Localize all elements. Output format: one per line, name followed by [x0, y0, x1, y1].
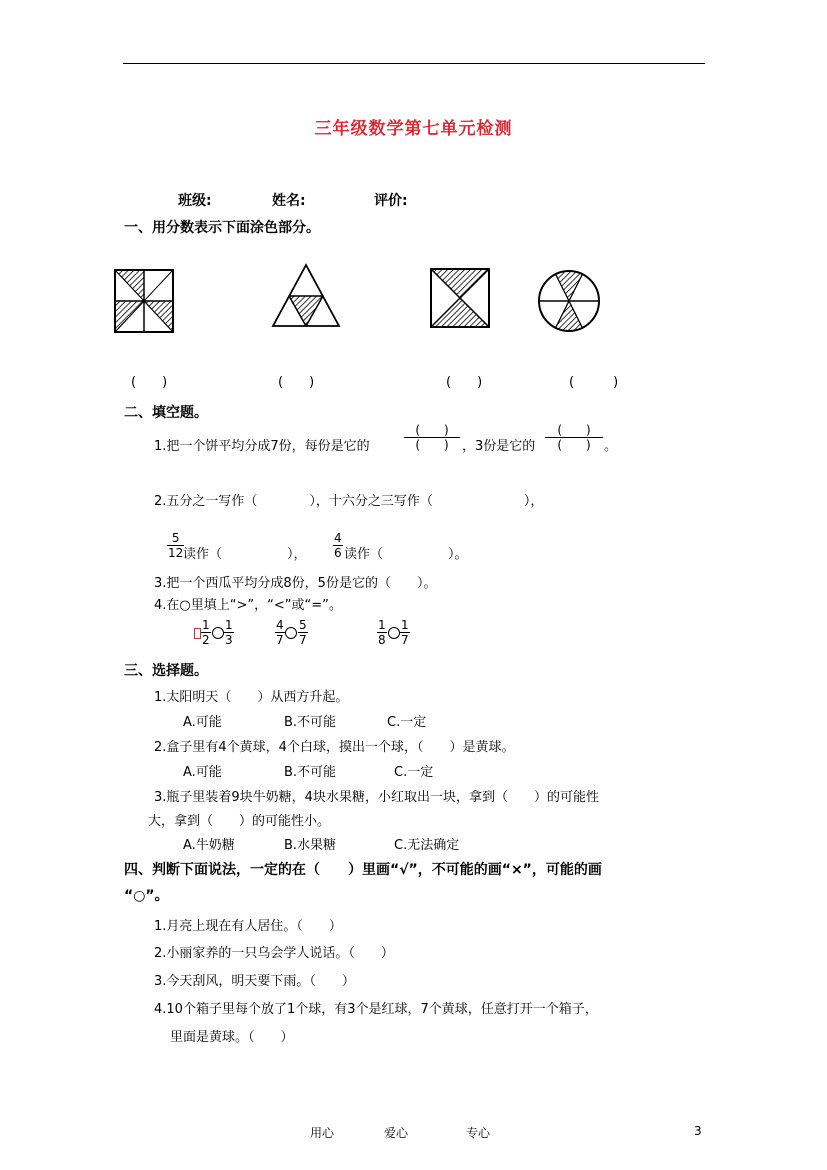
answer-blank-4[interactable]: ( ) [569, 375, 619, 390]
compare-circle[interactable] [212, 627, 224, 639]
q4-item-3: 3.今天刮风，明天要下雨。（ ） [154, 974, 355, 989]
q3-2-option-a[interactable]: A.可能 [183, 765, 222, 780]
fraction-den: 8 [378, 633, 386, 647]
fraction-num: 1 [225, 618, 233, 632]
marker-icon [194, 628, 201, 639]
fraction-num: 1 [378, 618, 386, 632]
q4-item-2: 2.小丽家养的一只乌会学人说话。（ ） [154, 946, 394, 961]
fraction-num: 1 [401, 618, 409, 632]
q2-2-text-a: 2.五分之一写作（ ），十六分之三写作（ ）， [154, 494, 544, 509]
q4-item-1: 1.月亮上现在有人居住。（ ） [154, 919, 342, 934]
page-title: 三年级数学第七单元检测 [314, 119, 513, 139]
compare-circle[interactable] [285, 627, 297, 639]
fraction-den: 7 [401, 633, 409, 647]
fraction-blank-den[interactable]: ( ) [415, 438, 449, 452]
cmp2-left [275, 618, 285, 647]
q2-1-text-b: ，3份是它的 [462, 439, 536, 454]
fraction-blank-2[interactable] [545, 423, 603, 452]
q3-3-text-b: 大，拿到（ ）的可能性小。 [148, 814, 331, 829]
q3-3-option-a[interactable]: A.牛奶糖 [183, 838, 235, 853]
answer-blank-2[interactable]: ( ) [278, 375, 315, 390]
footer-text-1: 用心 [310, 1126, 335, 1140]
q3-1-text: 1.太阳明天（ ）从西方升起。 [154, 690, 349, 705]
grade-label: 评价: [374, 193, 408, 209]
q3-3-option-b[interactable]: B.水果糖 [284, 838, 337, 853]
fraction-num: 1 [202, 618, 210, 632]
q4-item-4: 4.10个箱子里每个放了1个球，有3个是红球，7个黄球，任意打开一个箱子， [154, 1002, 598, 1017]
fraction-blank-1[interactable] [404, 423, 460, 452]
fraction-den: 7 [276, 633, 284, 647]
section-4-heading: 四、判断下面说法，一定的在（ ）里画“√”，不可能的画“×”，可能的画 [124, 862, 602, 878]
section-2-heading: 二、填空题。 [124, 405, 208, 421]
figure-triangle [271, 262, 341, 328]
figure-square-hourglass [428, 266, 492, 330]
q3-2-text: 2.盒子里有4个黄球，4个白球，摸出一个球，（ ）是黄球。 [154, 740, 515, 755]
fraction-num: 4 [334, 531, 342, 545]
figure-square-pinwheel [113, 268, 175, 334]
fraction-num: 5 [299, 618, 307, 632]
answer-blank-1[interactable]: ( ) [131, 375, 168, 390]
q2-1-end: 。 [604, 439, 618, 454]
section-1-heading: 一、用分数表示下面涂色部分。 [124, 220, 320, 236]
name-label: 姓名: [272, 193, 306, 209]
q3-2-option-b[interactable]: B.不可能 [284, 765, 337, 780]
q3-3-option-c[interactable]: C.无法确定 [394, 838, 460, 853]
fraction-blank-num[interactable]: ( ) [557, 423, 591, 437]
fraction-num: 5 [171, 531, 180, 545]
q2-3-text: 3.把一个西瓜平均分成8份，5份是它的（ ）。 [154, 576, 437, 591]
section-4-heading-cont: “○”。 [124, 888, 169, 904]
q4-item-4-cont: 里面是黄球。（ ） [170, 1030, 294, 1045]
q2-1-text-a: 1.把一个饼平均分成7份，每份是它的 [154, 439, 370, 454]
fraction-4-6 [333, 531, 343, 560]
q3-2-option-c[interactable]: C.一定 [394, 765, 434, 780]
fraction-den: 7 [299, 633, 307, 647]
fraction-den: 6 [334, 546, 342, 560]
figure-circle [534, 268, 604, 334]
cmp1-right [224, 618, 234, 647]
footer-text-3: 专心 [466, 1126, 491, 1140]
compare-circle[interactable] [388, 627, 400, 639]
fraction-blank-num[interactable]: ( ) [415, 423, 449, 437]
fraction-num: 4 [276, 618, 284, 632]
cmp1-left [201, 618, 211, 647]
q3-1-option-a[interactable]: A.可能 [183, 715, 222, 730]
fraction-den: 3 [225, 633, 233, 647]
fraction-blank-den[interactable]: ( ) [557, 438, 591, 452]
cmp2-right [298, 618, 308, 647]
fraction-5-12 [167, 531, 184, 560]
class-label: 班级: [178, 193, 212, 209]
header-rule [123, 63, 705, 64]
cmp3-left [377, 618, 387, 647]
fraction-den: 12 [168, 546, 184, 560]
page-number: 3 [694, 1124, 702, 1138]
q3-3-text-a: 3.瓶子里装着9块牛奶糖，4块水果糖，小红取出一块，拿到（ ）的可能性 [154, 790, 599, 805]
answer-blank-3[interactable]: ( ) [446, 375, 483, 390]
cmp3-right [400, 618, 410, 647]
q2-2-text-c: 读作（ ）。 [344, 547, 468, 562]
q3-1-option-c[interactable]: C.一定 [387, 715, 427, 730]
fraction-den: 2 [202, 633, 210, 647]
section-3-heading: 三、选择题。 [124, 663, 208, 679]
q3-1-option-b[interactable]: B.不可能 [284, 715, 337, 730]
q2-4-text: 4.在○里填上“>”，“<”或“=”。 [154, 598, 342, 613]
q2-2-text-b: 读作（ ）， [183, 547, 307, 562]
footer-text-2: 爱心 [384, 1126, 409, 1140]
